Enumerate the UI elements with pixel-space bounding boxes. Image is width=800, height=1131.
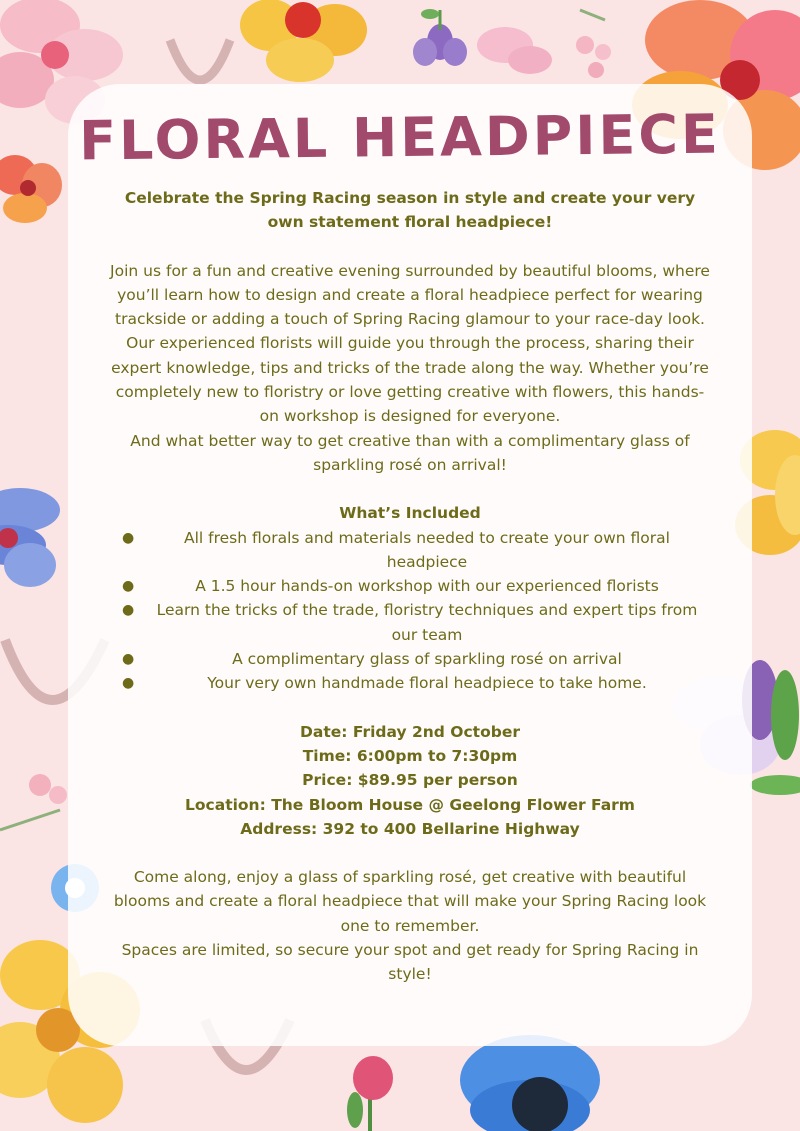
list-item-text: A complimentary glass of sparkling rosé on arrival [232, 650, 622, 669]
bullet-icon: ● [122, 675, 135, 692]
included-heading: What’s Included [339, 504, 481, 523]
list-item [110, 598, 710, 647]
blue-flower-icon [0, 488, 60, 587]
tulip-icon [347, 1056, 393, 1131]
description-paragraph: Our experienced florists will guide you through the process, sharing their expert knowledge, tips and tricks of the trade along the way. Whether you’re completely new to floristry or love getting creative with flowers, this hands-on workshop is designed for everyone. [111, 334, 709, 426]
event-location: Location: The Bloom House @ Geelong Flower Farm [185, 795, 635, 814]
list-item-text: Learn the tricks of the trade, floristry techniques and expert tips from our team [156, 601, 698, 644]
event-time: Time: 6:00pm to 7:30pm [302, 746, 518, 765]
purple-flower-icon [413, 9, 467, 66]
event-content [110, 186, 710, 987]
event-address: Address: 392 to 400 Bellarine Highway [240, 819, 580, 838]
bullet-icon: ● [122, 602, 135, 619]
bullet-icon: ● [122, 529, 135, 546]
blossom-cluster-icon [576, 10, 611, 78]
list-item-text: Your very own handmade floral headpiece to take home. [207, 674, 647, 693]
list-item [110, 671, 710, 695]
page-title: FLORAL HEADPIECE [78, 102, 722, 173]
list-item-text: A 1.5 hour hands-on workshop with our experienced florists [195, 577, 659, 596]
blue-flower-icon [460, 1035, 600, 1131]
blossom-cluster-icon [0, 774, 67, 830]
event-price: Price: $89.95 per person [302, 771, 518, 790]
bullet-icon: ● [122, 651, 135, 668]
pink-lily-icon [477, 27, 552, 74]
list-item [110, 574, 710, 598]
list-item-text: All fresh florals and materials needed to create your own floral headpiece [184, 528, 670, 571]
list-item [110, 647, 710, 671]
yellow-flower-icon [240, 0, 367, 82]
event-date: Date: Friday 2nd October [300, 722, 520, 741]
horseshoe-icon [170, 40, 230, 80]
list-item [110, 526, 710, 575]
description-paragraph: Join us for a fun and creative evening surrounded by beautiful blooms, where you’ll learn how to design and create a floral headpiece perfect for wearing trackside or adding a touch of Spring Racing glamour to your race-day look. [110, 261, 710, 329]
intro-text: Celebrate the Spring Racing season in style and create your very own statement floral headpiece! [124, 189, 696, 232]
included-list [110, 526, 710, 696]
bullet-icon: ● [122, 578, 135, 595]
description-paragraph: And what better way to get creative than with a complimentary glass of sparkling rosé on arrival! [130, 431, 690, 474]
closing-paragraph: Spaces are limited, so secure your spot and get ready for Spring Racing in style! [121, 941, 699, 984]
closing-paragraph: Come along, enjoy a glass of sparkling rosé, get creative with beautiful blooms and create a floral headpiece that will make your Spring Racing look one to remember. [113, 868, 707, 935]
